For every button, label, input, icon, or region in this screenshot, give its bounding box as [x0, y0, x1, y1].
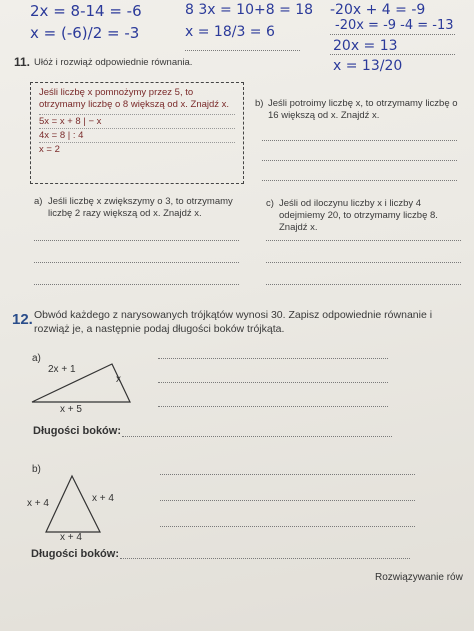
task-11-title: Ułóż i rozwiąż odpowiednie równania. — [34, 57, 193, 68]
task-12b-label: b) — [32, 464, 41, 475]
triangle-a-side-right: x — [116, 374, 121, 385]
task-11a-label: a) — [34, 196, 43, 207]
triangle-a-side-bottom: x + 5 — [60, 404, 82, 415]
task-11c-text: Jeśli od iloczynu liczby x i liczby 4 odejmiemy 20, to otrzymamy liczbę 8. Znajdź x. — [279, 198, 438, 233]
task-11b-label: b) — [255, 98, 264, 109]
handwriting-left-1: 2x = 8-14 = -6 — [30, 2, 142, 20]
handwriting-mid-2: x = 18/3 = 6 — [185, 24, 275, 40]
triangle-a — [28, 358, 148, 408]
handwriting-right-4: x = 13/20 — [333, 58, 403, 74]
triangle-b-side-right: x + 4 — [92, 493, 114, 504]
task-12a-label: a) — [32, 353, 41, 364]
handwriting-right-1: -20x + 4 = -9 — [330, 2, 426, 18]
task-12b-lengths-label: Długości boków: — [31, 548, 119, 560]
task-12-number: 12. — [12, 311, 33, 328]
footer-text: Rozwiązywanie rów — [375, 572, 463, 583]
task-11c-label: c) — [266, 198, 274, 209]
handwriting-left-2: x = (-6)/2 = -3 — [30, 24, 140, 42]
example-eq-1: 5x = x + 8 | − x — [39, 116, 102, 127]
triangle-b-side-bottom: x + 4 — [60, 532, 82, 543]
handwriting-right-3: 20x = 13 — [333, 38, 398, 54]
example-eq-2: 4x = 8 | : 4 — [39, 130, 84, 141]
task-11a-text: Jeśli liczbę x zwiększymy o 3, to otrzymamy liczbę 2 razy większą od x. Znajdź x. — [48, 196, 233, 219]
task-12-title: Obwód każdego z narysowanych trójkątów wynosi 30. Zapisz odpowiednie równanie i rozwiąż je, a następnie podaj długości boków trójkąta. — [34, 309, 433, 335]
task-11-number: 11. — [14, 55, 31, 69]
example-text: Jeśli liczbę x pomnożymy przez 5, to otrzymamy liczbę o 8 większą od x. Znajdź x. — [39, 87, 230, 110]
triangle-a-side-top: 2x + 1 — [48, 364, 76, 375]
handwriting-right-2: -20x = -9 -4 = -13 — [335, 18, 454, 33]
example-eq-3: x = 2 — [39, 144, 60, 155]
handwriting-mid-1: 8 3x = 10+8 = 18 — [185, 2, 314, 18]
triangle-b-side-left: x + 4 — [27, 498, 49, 509]
task-11b-text: Jeśli potroimy liczbę x, to otrzymamy liczbę o 16 większą od x. Znajdź x. — [268, 98, 458, 121]
task-12a-lengths-label: Długości boków: — [33, 425, 121, 437]
example-box — [30, 82, 244, 184]
